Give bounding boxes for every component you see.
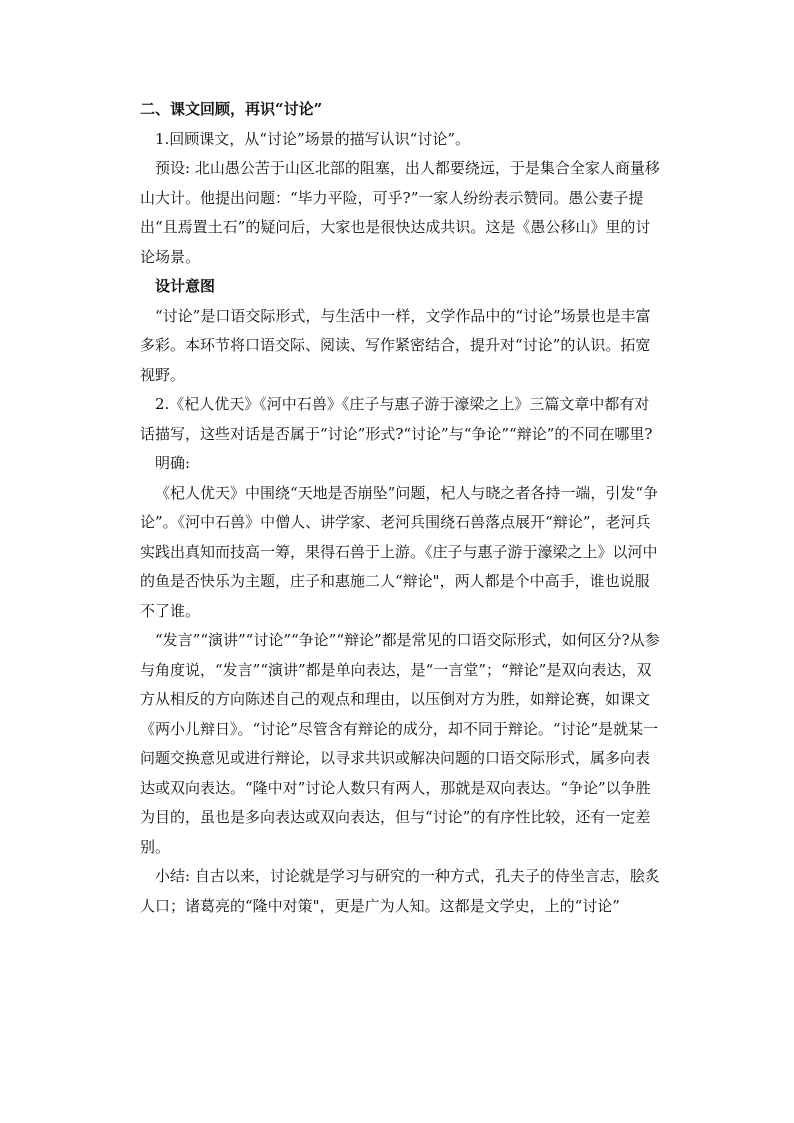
- forms-paragraph: “发言”“演讲”“讨论”“争论”“辩论”都是常见的口语交际形式，如何区分?从参与角度说，“发言”“演讲”都是单向表达，是“一言堂”；“辩论”是双向表达，双方从相反的方向陈述自己的观点和理由，以压倒对方为胜，如辩论赛，如课文《两小儿辩日》。“讨论”尽管含有辩论的成分，却不同于辩论。“讨论”是就某一问题交换意见或进行辩论，以寻求共识或解决问题的口语交际形式，属多向表达或双向表达。“隆中对”讨论人数只有两人，那就是双向表达。“争论”以争胜为目的，虽也是多向表达或双向表达，但与“讨论”的有序性比较，还有一定差别。: [140, 631, 660, 856]
- design-intent-title: 设计意图: [155, 277, 216, 295]
- item-2: 2.《杞人优天》《河中石兽》《庄子与惠子游于濠梁之上》三篇文章中都有对话描写，这些对话是否属于“讨论”形式?“讨论”与“争论”“辩论”的不同在哪里?: [140, 395, 653, 443]
- preset-paragraph: 预设: 北山愚公苦于山区北部的阻塞，出人都要绕远，于是集合全家人商量移山大计。他提出问题：“毕力平险，可乎?”一家人纷纷表示赞同。愚公妻子提出“且焉置土石”的疑问后，大家也是很快达成共识。这是《愚公移山》里的讨论场景。: [140, 159, 660, 266]
- design-intent-paragraph: “讨论”是口语交际形式，与生活中一样，文学作品中的“讨论”场景也是丰富多彩。本环节将口语交际、阅读、写作紧密结合，提升对“讨论”的认识。拓宽视野。: [140, 306, 651, 384]
- summary-paragraph: 小结: 自古以来，讨论就是学习与研究的一种方式，孔夫子的侍坐言志，脍炙人口；诸葛亮的“隆中对策"，更是广为人知。这都是文学史，上的“讨论”: [140, 867, 660, 915]
- document-body: [140, 95, 660, 921]
- clarify-label: 明确:: [155, 454, 191, 472]
- item-1: 1.回顾课文，从“讨论”场景的描写认识“讨论”。: [155, 129, 470, 148]
- section-title: 二、课文回顾，再识“讨论”: [140, 100, 323, 118]
- clarify-paragraph: 《杞人优天》中围绕“天地是否崩坠”问题，杞人与晓之者各持一端，引发“争论”。《河中石兽》中僧人、讲学家、老河兵围绕石兽落点展开“辩论”，老河兵实践出真知而技高一筹，果得石兽于上游。《庄子与惠子游于濠梁之上》以河中的鱼是否快乐为主题，庄子和惠施二人“辩论"，两人都是个中高手，谁也说服不了谁。: [140, 483, 659, 620]
